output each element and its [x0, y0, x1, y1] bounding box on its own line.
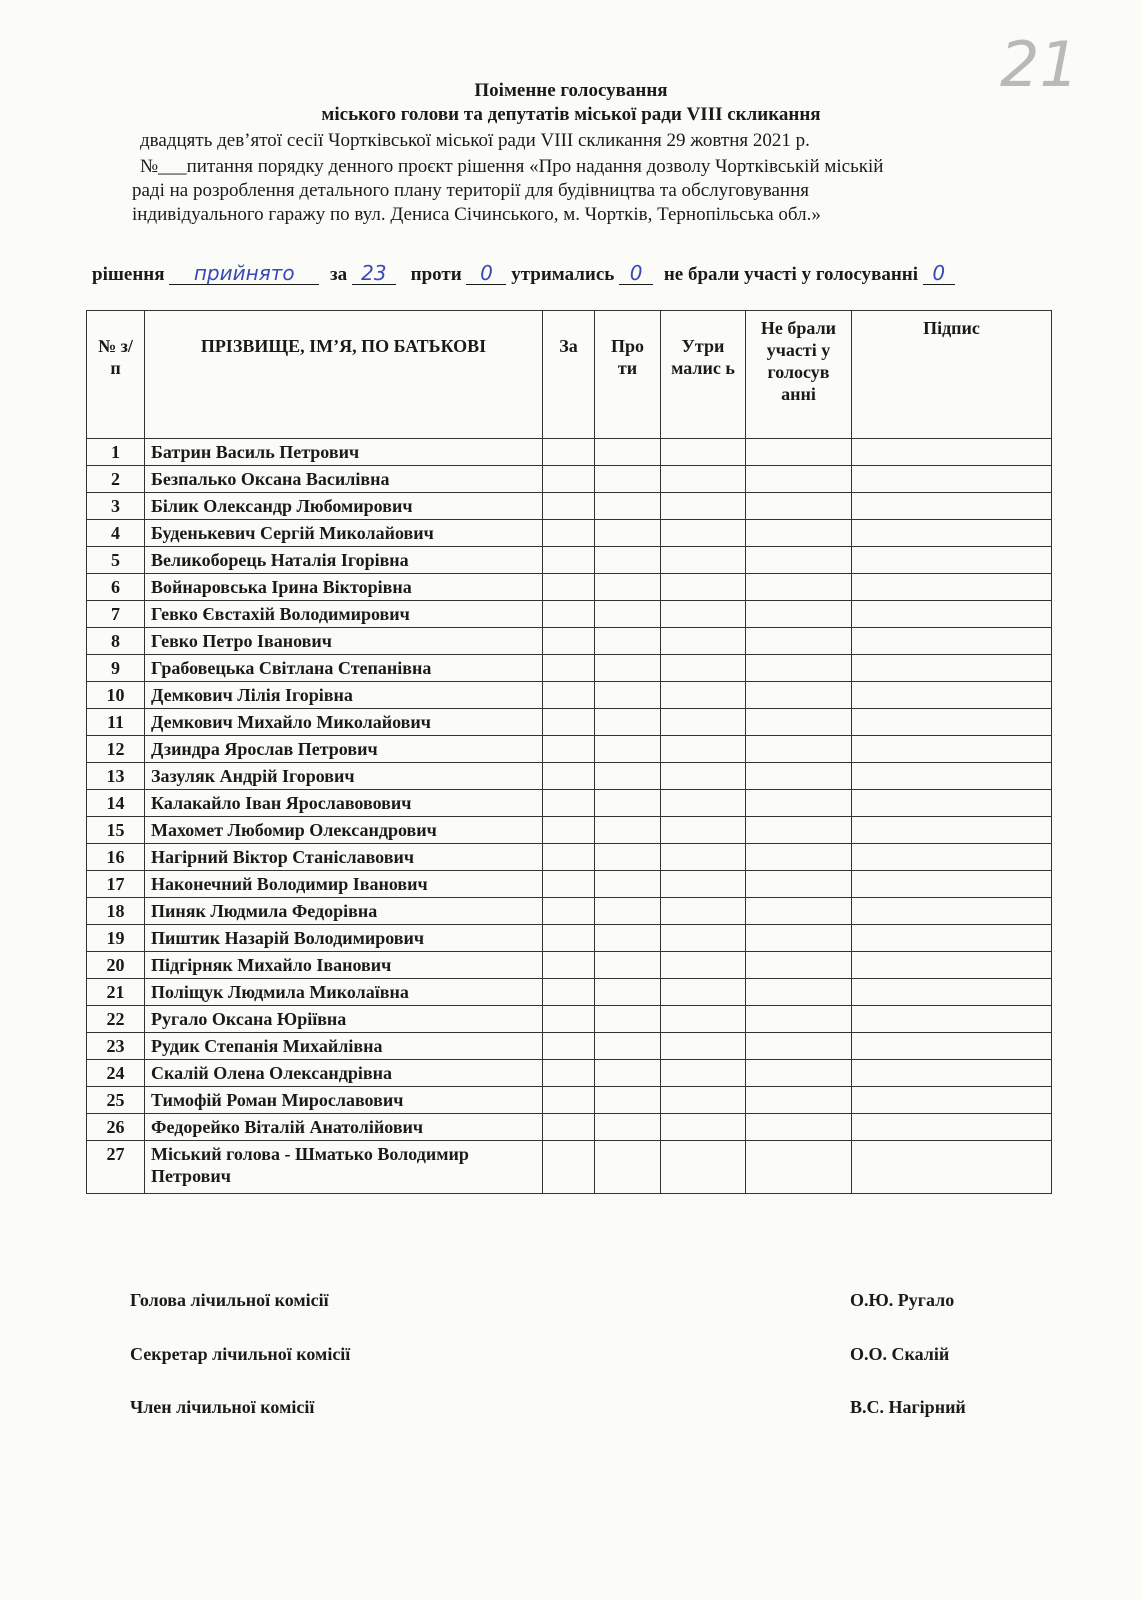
vote-row [87, 790, 1052, 817]
vote-for-cell [543, 817, 595, 844]
vote-row [87, 952, 1052, 979]
signature-cell [852, 1087, 1052, 1114]
signature-cell [852, 844, 1052, 871]
member-name: Поліщук Людмила Миколаївна [145, 979, 543, 1006]
row-number: 20 [87, 952, 145, 979]
vote-against-cell [595, 574, 661, 601]
member-name: Дзиндра Ярослав Петрович [145, 736, 543, 763]
vote-for-cell [543, 871, 595, 898]
vote-abstained-cell [661, 682, 746, 709]
not-voted-cell [746, 871, 852, 898]
row-number: 15 [87, 817, 145, 844]
agenda-question-line: №___питання порядку денного проєкт рішення «Про надання дозволу Чортківській міській [140, 156, 884, 177]
vote-row [87, 1060, 1052, 1087]
not-voted-cell [746, 763, 852, 790]
signature-cell [852, 709, 1052, 736]
row-number: 3 [87, 493, 145, 520]
vote-row [87, 817, 1052, 844]
member-name: Великоборець Наталія Ігорівна [145, 547, 543, 574]
vote-abstained-cell [661, 763, 746, 790]
agenda-question-line: індивідуального гаражу по вул. Дениса Січинського, м. Чортків, Тернопільська обл.» [132, 204, 821, 225]
member-name: Пиштик Назарій Володимирович [145, 925, 543, 952]
row-number: 25 [87, 1087, 145, 1114]
vote-abstained-cell [661, 736, 746, 763]
not-voted-cell [746, 682, 852, 709]
not-voted-cell [746, 979, 852, 1006]
vote-row [87, 871, 1052, 898]
vote-abstained-cell [661, 790, 746, 817]
session-line: двадцять дев’ятої сесії Чортківської міської ради VIII скликання 29 жовтня 2021 р. [140, 130, 810, 151]
member-name: Демкович Михайло Миколайович [145, 709, 543, 736]
not-voted-cell [746, 952, 852, 979]
signature-cell [852, 628, 1052, 655]
member-name: Гевко Євстахій Володимирович [145, 601, 543, 628]
signature-cell [852, 466, 1052, 493]
decision-label: рішення [92, 264, 165, 285]
not-voted-cell [746, 925, 852, 952]
commission-role: Секретар лічильної комісії [130, 1344, 351, 1364]
member-name: Нагірний Віктор Станіславович [145, 844, 543, 871]
vote-against-cell [595, 1087, 661, 1114]
vote-against-cell [595, 952, 661, 979]
vote-abstained-cell [661, 1087, 746, 1114]
vote-row [87, 763, 1052, 790]
vote-for-cell [543, 655, 595, 682]
vote-row [87, 520, 1052, 547]
commission-member-name: О.Ю. Ругало [850, 1290, 955, 1310]
row-number: 22 [87, 1006, 145, 1033]
not-voted-count: 0 [923, 262, 955, 285]
vote-for-cell [543, 952, 595, 979]
member-name: Скалій Олена Олександрівна [145, 1060, 543, 1087]
not-voted-cell [746, 439, 852, 466]
vote-against-cell [595, 628, 661, 655]
vote-against-cell [595, 979, 661, 1006]
vote-for-cell [543, 601, 595, 628]
vote-against-cell [595, 925, 661, 952]
row-number: 24 [87, 1060, 145, 1087]
vote-against-cell [595, 817, 661, 844]
vote-for-cell [543, 682, 595, 709]
not-voted-cell [746, 628, 852, 655]
vote-abstained-cell [661, 952, 746, 979]
member-name: Демкович Лілія Ігорівна [145, 682, 543, 709]
vote-abstained-cell [661, 1006, 746, 1033]
member-name: Войнаровська Ірина Вікторівна [145, 574, 543, 601]
vote-for-cell [543, 547, 595, 574]
vote-against-cell [595, 439, 661, 466]
vote-for-cell [543, 925, 595, 952]
member-name: Рудик Степанія Михайлівна [145, 1033, 543, 1060]
vote-for-cell [543, 628, 595, 655]
vote-for-cell [543, 763, 595, 790]
abstained-count: 0 [619, 262, 653, 285]
commission-role: Голова лічильної комісії [130, 1290, 329, 1310]
vote-for-cell [543, 1006, 595, 1033]
vote-abstained-cell [661, 466, 746, 493]
member-name: Білик Олександр Любомирович [145, 493, 543, 520]
not-voted-cell [746, 574, 852, 601]
against-label: проти [410, 264, 462, 285]
signature-cell [852, 1033, 1052, 1060]
signature-cell [852, 925, 1052, 952]
vote-for-cell [543, 979, 595, 1006]
vote-abstained-cell [661, 547, 746, 574]
vote-row [87, 574, 1052, 601]
commission-member-name: В.С. Нагірний [850, 1397, 966, 1417]
vote-abstained-cell [661, 844, 746, 871]
vote-against-cell [595, 1114, 661, 1141]
vote-against-cell [595, 520, 661, 547]
decision-value: прийнято [169, 262, 319, 285]
row-number: 1 [87, 439, 145, 466]
signature-cell [852, 493, 1052, 520]
against-count: 0 [466, 262, 506, 285]
row-number: 17 [87, 871, 145, 898]
vote-for-cell [543, 1114, 595, 1141]
row-number: 18 [87, 898, 145, 925]
header-number: № з/п [87, 311, 145, 439]
not-voted-cell [746, 1006, 852, 1033]
vote-against-cell [595, 601, 661, 628]
vote-row [87, 466, 1052, 493]
vote-row [87, 1006, 1052, 1033]
vote-abstained-cell [661, 709, 746, 736]
vote-abstained-cell [661, 979, 746, 1006]
vote-abstained-cell [661, 628, 746, 655]
vote-for-cell [543, 790, 595, 817]
member-name: Грабовецька Світлана Степанівна [145, 655, 543, 682]
decision-summary [92, 262, 1072, 286]
vote-against-cell [595, 898, 661, 925]
agenda-question-line: раді на розроблення детального плану території для будівництва та обслуговування [132, 180, 809, 201]
document-title: Поіменне голосування [474, 80, 668, 101]
row-number: 14 [87, 790, 145, 817]
document-subtitle: міського голови та депутатів міської ради VIII скликання [321, 104, 821, 125]
vote-against-cell [595, 682, 661, 709]
header-signature: Підпис [852, 311, 1052, 439]
not-voted-cell [746, 520, 852, 547]
vote-against-cell [595, 709, 661, 736]
member-name: Батрин Василь Петрович [145, 439, 543, 466]
not-voted-cell [746, 601, 852, 628]
vote-abstained-cell [661, 601, 746, 628]
signature-cell [852, 1114, 1052, 1141]
row-number: 8 [87, 628, 145, 655]
row-number: 4 [87, 520, 145, 547]
row-number: 27 [87, 1141, 145, 1194]
vote-table [86, 310, 1052, 1194]
vote-row [87, 898, 1052, 925]
vote-row [87, 709, 1052, 736]
row-number: 23 [87, 1033, 145, 1060]
vote-rows [87, 439, 1052, 1194]
vote-for-cell [543, 1033, 595, 1060]
vote-abstained-cell [661, 1060, 746, 1087]
signature-cell [852, 520, 1052, 547]
signature-cell [852, 736, 1052, 763]
signature-cell [852, 817, 1052, 844]
row-number: 21 [87, 979, 145, 1006]
row-number: 12 [87, 736, 145, 763]
signature-cell [852, 547, 1052, 574]
signature-cell [852, 439, 1052, 466]
not-voted-cell [746, 547, 852, 574]
vote-for-cell [543, 439, 595, 466]
vote-for-cell [543, 709, 595, 736]
vote-abstained-cell [661, 439, 746, 466]
vote-row [87, 655, 1052, 682]
signature-cell [852, 898, 1052, 925]
signature-cell [852, 1060, 1052, 1087]
header-abstained: Утри малис ь [661, 311, 746, 439]
vote-for-cell [543, 1141, 595, 1194]
vote-row [87, 1087, 1052, 1114]
vote-row [87, 493, 1052, 520]
signature-cell [852, 790, 1052, 817]
signature-cell [852, 574, 1052, 601]
agenda-question [132, 155, 1064, 227]
row-number: 19 [87, 925, 145, 952]
row-number: 26 [87, 1114, 145, 1141]
vote-abstained-cell [661, 898, 746, 925]
row-number: 2 [87, 466, 145, 493]
header-against: Про ти [595, 311, 661, 439]
member-name: Ругало Оксана Юріївна [145, 1006, 543, 1033]
vote-for-cell [543, 493, 595, 520]
vote-row [87, 601, 1052, 628]
not-voted-cell [746, 493, 852, 520]
member-name: Підгірняк Михайло Іванович [145, 952, 543, 979]
vote-for-cell [543, 466, 595, 493]
vote-abstained-cell [661, 817, 746, 844]
for-count: 23 [352, 262, 396, 285]
for-label: за [330, 264, 348, 285]
vote-abstained-cell [661, 574, 746, 601]
vote-against-cell [595, 547, 661, 574]
vote-against-cell [595, 763, 661, 790]
vote-row [87, 547, 1052, 574]
vote-row [87, 925, 1052, 952]
vote-for-cell [543, 736, 595, 763]
member-name: Зазуляк Андрій Ігорович [145, 763, 543, 790]
row-number: 9 [87, 655, 145, 682]
vote-abstained-cell [661, 1033, 746, 1060]
vote-row [87, 844, 1052, 871]
abstained-label: утримались [511, 264, 615, 285]
row-number: 6 [87, 574, 145, 601]
row-number: 16 [87, 844, 145, 871]
row-number: 7 [87, 601, 145, 628]
header-not-voted: Не брали участі у голосув анні [746, 311, 852, 439]
member-name: Міський голова - Шматько Володимир Петрович [145, 1141, 543, 1194]
vote-for-cell [543, 574, 595, 601]
signature-cell [852, 979, 1052, 1006]
signature-cell [852, 601, 1052, 628]
signature-cell [852, 763, 1052, 790]
member-name: Тимофій Роман Мирославович [145, 1087, 543, 1114]
vote-against-cell [595, 1033, 661, 1060]
not-voted-cell [746, 790, 852, 817]
vote-abstained-cell [661, 493, 746, 520]
member-name: Буденькевич Сергій Миколайович [145, 520, 543, 547]
vote-against-cell [595, 1141, 661, 1194]
vote-abstained-cell [661, 925, 746, 952]
not-voted-cell [746, 898, 852, 925]
vote-against-cell [595, 844, 661, 871]
not-voted-cell [746, 1087, 852, 1114]
vote-row [87, 979, 1052, 1006]
member-name: Наконечний Володимир Іванович [145, 871, 543, 898]
vote-row [87, 439, 1052, 466]
signature-cell [852, 952, 1052, 979]
member-name: Пиняк Людмила Федорівна [145, 898, 543, 925]
vote-row [87, 682, 1052, 709]
not-voted-cell [746, 466, 852, 493]
vote-row [87, 1114, 1052, 1141]
commission-role: Член лічильної комісії [130, 1397, 315, 1417]
not-voted-cell [746, 655, 852, 682]
header-name: ПРІЗВИЩЕ, ІМ’Я, ПО БАТЬКОВІ [145, 311, 543, 439]
vote-for-cell [543, 520, 595, 547]
member-name: Гевко Петро Іванович [145, 628, 543, 655]
member-name: Федорейко Віталій Анатолійович [145, 1114, 543, 1141]
member-name: Калакайло Іван Ярославовович [145, 790, 543, 817]
not-voted-cell [746, 709, 852, 736]
signature-cell [852, 682, 1052, 709]
header-for: За [543, 311, 595, 439]
row-number: 13 [87, 763, 145, 790]
not-voted-cell [746, 844, 852, 871]
row-number: 5 [87, 547, 145, 574]
vote-against-cell [595, 466, 661, 493]
vote-abstained-cell [661, 520, 746, 547]
member-name: Безпалько Оксана Василівна [145, 466, 543, 493]
member-name: Махомет Любомир Олександрович [145, 817, 543, 844]
row-number: 11 [87, 709, 145, 736]
vote-against-cell [595, 871, 661, 898]
vote-row [87, 628, 1052, 655]
vote-against-cell [595, 1060, 661, 1087]
signature-cell [852, 655, 1052, 682]
signature-cell [852, 1006, 1052, 1033]
not-voted-cell [746, 736, 852, 763]
vote-against-cell [595, 1006, 661, 1033]
vote-abstained-cell [661, 1114, 746, 1141]
not-voted-cell [746, 1141, 852, 1194]
vote-abstained-cell [661, 655, 746, 682]
vote-abstained-cell [661, 871, 746, 898]
vote-against-cell [595, 493, 661, 520]
not-voted-cell [746, 1033, 852, 1060]
signature-cell [852, 871, 1052, 898]
vote-for-cell [543, 1060, 595, 1087]
signature-cell [852, 1141, 1052, 1194]
vote-against-cell [595, 790, 661, 817]
not-voted-cell [746, 1060, 852, 1087]
not-voted-cell [746, 1114, 852, 1141]
page-number: 21 [1000, 28, 1079, 101]
vote-row [87, 736, 1052, 763]
not-voted-cell [746, 817, 852, 844]
vote-against-cell [595, 655, 661, 682]
not-voted-label: не брали участі у голосуванні [663, 264, 919, 285]
vote-abstained-cell [661, 1141, 746, 1194]
vote-against-cell [595, 736, 661, 763]
vote-for-cell [543, 844, 595, 871]
vote-row [87, 1033, 1052, 1060]
vote-row [87, 1141, 1052, 1194]
vote-for-cell [543, 1087, 595, 1114]
row-number: 10 [87, 682, 145, 709]
vote-for-cell [543, 898, 595, 925]
commission-member-name: О.О. Скалій [850, 1344, 950, 1364]
